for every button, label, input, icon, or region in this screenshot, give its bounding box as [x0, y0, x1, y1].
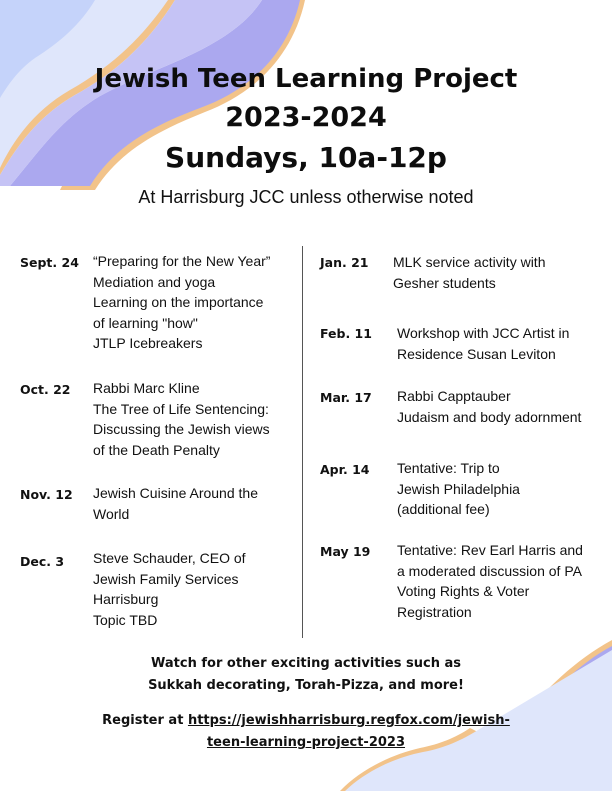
event-line: a moderated discussion of PA [397, 562, 582, 579]
event-line: World [93, 505, 130, 522]
event-line: The Tree of Life Sentencing: [93, 400, 269, 417]
event-line: Topic TBD [93, 611, 158, 628]
register-prefix: Register at [102, 713, 188, 728]
event-line: MLK service activity with [393, 254, 546, 270]
event-details [397, 323, 569, 364]
event-line: Jewish Philadelphia [397, 480, 520, 497]
event-date: Mar. 17 [320, 390, 372, 405]
event-line: Steve Schauder, CEO of [93, 550, 246, 566]
event-line: Mediation and yoga [93, 273, 216, 290]
event-line: of the Death Penalty [93, 441, 220, 458]
event-line: Harrisburg [93, 591, 159, 607]
event-date: Dec. 3 [20, 554, 65, 569]
event-details [93, 378, 270, 460]
page-title: Jewish Teen Learning Project [94, 64, 518, 94]
event-line: “Preparing for the New Year” [93, 253, 271, 269]
registration-link-continued[interactable]: teen-learning-project-2023 [206, 735, 406, 750]
more-activities-note [0, 653, 612, 697]
event-line: Residence Susan Leviton [397, 345, 556, 362]
event-line: Jewish Family Services [93, 570, 239, 587]
note-line: Watch for other exciting activities such as [151, 656, 461, 671]
event-date: Jan. 21 [320, 255, 369, 270]
event-date: Feb. 11 [320, 326, 372, 341]
event-line: of learning "how" [93, 314, 198, 331]
event-details [93, 548, 246, 630]
event-line: Judaism and body adornment [397, 408, 582, 425]
event-line: Rabbi Capptauber [397, 388, 511, 404]
event-details [93, 483, 258, 524]
column-divider [302, 246, 303, 638]
event-line: JTLP Icebreakers [93, 335, 203, 351]
event-line: Discussing the Jewish views [93, 421, 270, 437]
event-date: Sept. 24 [20, 255, 79, 270]
event-date: Oct. 22 [20, 382, 71, 397]
event-date: May 19 [320, 544, 371, 559]
event-line: Rabbi Marc Kline [93, 380, 200, 396]
event-details [397, 458, 520, 520]
program-year: 2023-2024 [225, 102, 387, 133]
event-line: Registration [397, 603, 472, 620]
event-line: Voting Rights & Voter [397, 583, 530, 599]
event-line: Jewish Cuisine Around the [93, 485, 258, 501]
note-line: Sukkah decorating, Torah-Pizza, and more! [148, 678, 464, 693]
event-details [397, 540, 583, 622]
location-subtitle: At Harrisburg JCC unless otherwise noted [138, 187, 474, 207]
event-details [397, 386, 581, 427]
event-line: Tentative: Trip to [397, 460, 500, 476]
event-line: Tentative: Rev Earl Harris and [397, 542, 583, 558]
registration-link[interactable]: https://jewishharrisburg.regfox.com/jewish- [187, 713, 510, 728]
event-line: Workshop with JCC Artist in [397, 325, 570, 341]
program-schedule-time: Sundays, 10a-12p [165, 141, 447, 174]
event-line: Gesher students [393, 274, 496, 291]
event-date: Nov. 12 [20, 487, 73, 502]
event-line: Learning on the importance [93, 294, 264, 310]
register-line [0, 710, 612, 732]
event-line: (additional fee) [397, 501, 490, 517]
event-date: Apr. 14 [320, 462, 370, 477]
event-details [93, 251, 270, 354]
event-details [393, 252, 545, 293]
registration-note [0, 710, 612, 754]
